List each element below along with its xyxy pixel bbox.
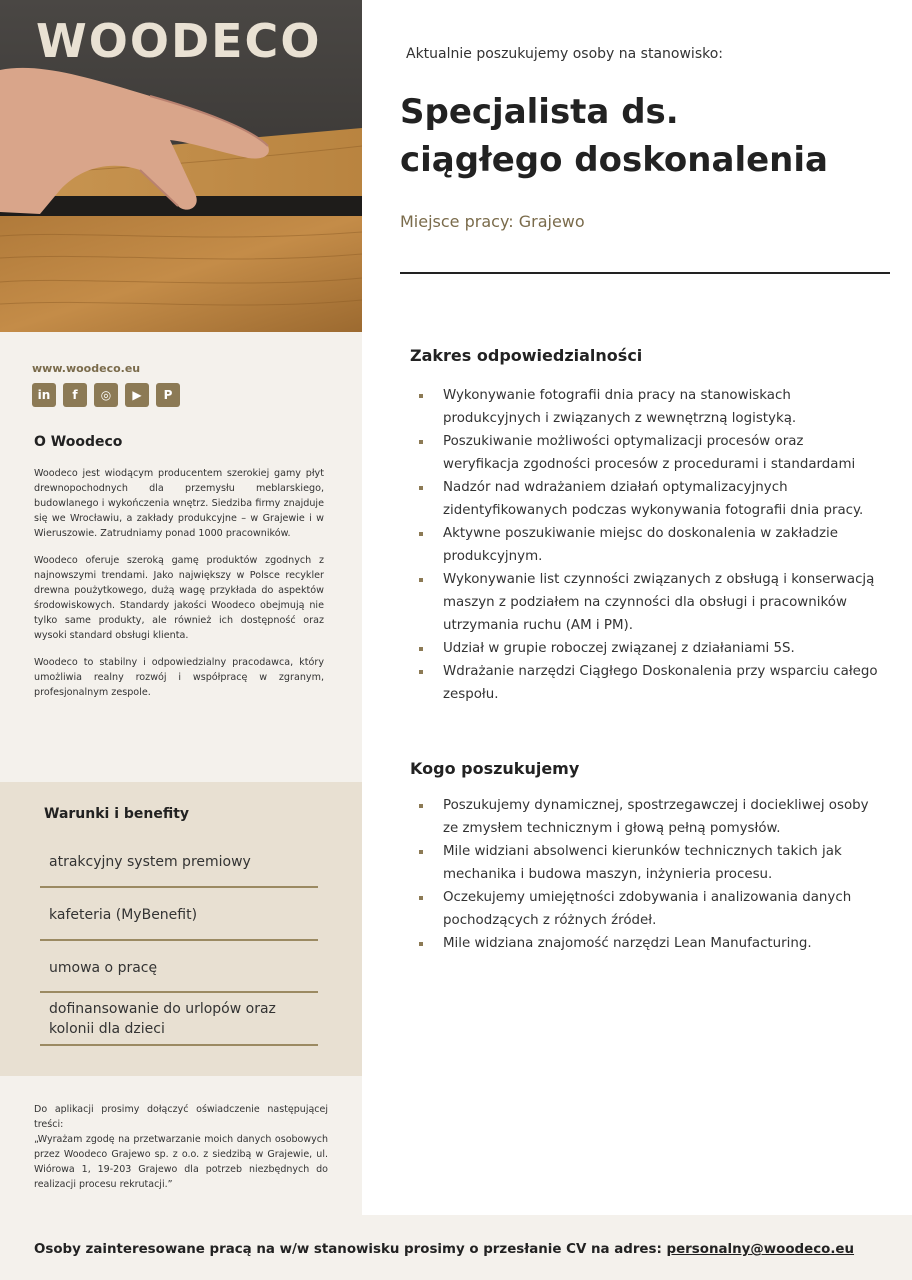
responsibilities-list xyxy=(410,384,880,706)
list-item: Udział w grupie roboczej związanej z działaniami 5S. xyxy=(410,637,880,660)
list-item: Poszukujemy dynamicznej, spostrzegawczej i dociekliwej osoby ze zmysłem technicznym i głową pełną pomysłów. xyxy=(410,794,880,840)
facebook-icon[interactable]: f xyxy=(63,383,87,407)
pinterest-icon[interactable]: P xyxy=(156,383,180,407)
list-item: Nadzór nad wdrażaniem działań optymalizacyjnych zidentyfikowanych podczas wykonywania fotografii dnia pracy. xyxy=(410,476,880,522)
list-item: Aktywne poszukiwanie miejsc do doskonalenia w zakładzie produkcyjnym. xyxy=(410,522,880,568)
benefits-heading: Warunki i benefity xyxy=(44,806,190,822)
job-location: Miejsce pracy: Grajewo xyxy=(400,212,585,231)
hero-photo xyxy=(0,0,362,332)
linkedin-icon[interactable]: in xyxy=(32,383,56,407)
benefit-item: dofinansowanie do urlopów oraz kolonii dla dzieci xyxy=(49,1001,276,1037)
list-item: Poszukiwanie możliwości optymalizacji procesów oraz weryfikacja zgodności procesów z procedurami i standardami xyxy=(410,430,880,476)
requirements-heading: Kogo poszukujemy xyxy=(410,759,580,778)
about-heading: O Woodeco xyxy=(34,434,123,450)
footer-text xyxy=(34,1242,854,1257)
list-item: Wdrażanie narzędzi Ciągłego Doskonalenia przy wsparciu całego zespołu. xyxy=(410,660,880,706)
list-item: Oczekujemy umiejętności zdobywania i analizowania danych pochodzących z różnych źródeł. xyxy=(410,886,880,932)
responsibilities-heading: Zakres odpowiedzialności xyxy=(410,346,643,365)
divider xyxy=(400,272,890,274)
list-item: Mile widziana znajomość narzędzi Lean Manufacturing. xyxy=(410,932,880,955)
about-paragraph: Woodeco oferuje szeroką gamę produktów zgodnych z najnowszymi trendami. Jako największy w Polsce recykler drewna poużytkowego, dużą wagę przykłada do aspektów środowiskowych. Standardy jakości Woodeco obejmują nie tylko same produkty, ale również ich dostępność oraz wysoki standard obsługi klienta. xyxy=(34,555,324,641)
job-title-line: Specjalista ds. xyxy=(400,92,679,132)
list-item: Mile widziani absolwenci kierunków technicznych takich jak mechanika i budowa maszyn, inżynieria procesu. xyxy=(410,840,880,886)
list-item: Wykonywanie list czynności związanych z obsługą i konserwacją maszyn z podziałem na czynności dla obsługi i pracowników utrzymania ruchu (AM i PM). xyxy=(410,568,880,637)
consent-text: „Wyrażam zgodę na przetwarzanie moich danych osobowych przez Woodeco Grajewo sp. z o.o. z siedzibą w Grajewie, ul. Wiórowa 1, 19-203 Grajewo dla potrzeb niezbędnych do realizacji procesu rekrutacji.” xyxy=(34,1134,328,1190)
divider xyxy=(40,939,318,941)
requirements-list xyxy=(410,794,880,955)
footer xyxy=(0,1215,912,1280)
footer-message: Osoby zainteresowane pracą na w/w stanowisku prosimy o przesłanie CV na adres: xyxy=(34,1242,662,1257)
job-title xyxy=(400,88,880,184)
youtube-icon[interactable]: ▶ xyxy=(125,383,149,407)
about-paragraph: Woodeco to stabilny i odpowiedzialny pracodawca, który umożliwia realny rozwój i współpracę w zgranym, profesjonalnym zespole. xyxy=(34,657,324,698)
benefit-item: atrakcyjny system premiowy xyxy=(49,854,251,870)
instagram-icon[interactable]: ◎ xyxy=(94,383,118,407)
benefit-item: kafeteria (MyBenefit) xyxy=(49,907,198,923)
website-link[interactable]: www.woodeco.eu xyxy=(32,362,141,375)
benefits-panel xyxy=(0,782,362,1076)
job-title-line: ciągłego doskonalenia xyxy=(400,140,828,180)
divider xyxy=(40,1044,318,1046)
about-text xyxy=(34,466,324,712)
email-link[interactable]: personalny@woodeco.eu xyxy=(666,1242,855,1257)
intro-text: Aktualnie poszukujemy osoby na stanowisko: xyxy=(406,46,724,62)
consent-note xyxy=(34,1102,328,1192)
divider xyxy=(40,991,318,993)
consent-intro: Do aplikacji prosimy dołączyć oświadczenie następującej treści: xyxy=(34,1104,328,1130)
list-item: Wykonywanie fotografii dnia pracy na stanowiskach produkcyjnych i związanych z wewnętrzną logistyką. xyxy=(410,384,880,430)
divider xyxy=(40,886,318,888)
brand-logo: WOODECO xyxy=(36,14,322,68)
benefit-item: umowa o pracę xyxy=(49,960,158,976)
social-links xyxy=(32,383,180,407)
about-paragraph: Woodeco jest wiodącym producentem szerokiej gamy płyt drewnopochodnych dla przemysłu meblarskiego, budowlanego i wykończenia wnętrz. Siedziba firmy znajduje się we Wrocławiu, a zakłady produkcyjne – w Grajewie i w Wieruszowie. Zatrudniamy ponad 1000 pracowników. xyxy=(34,468,324,539)
sidebar xyxy=(0,0,362,1215)
